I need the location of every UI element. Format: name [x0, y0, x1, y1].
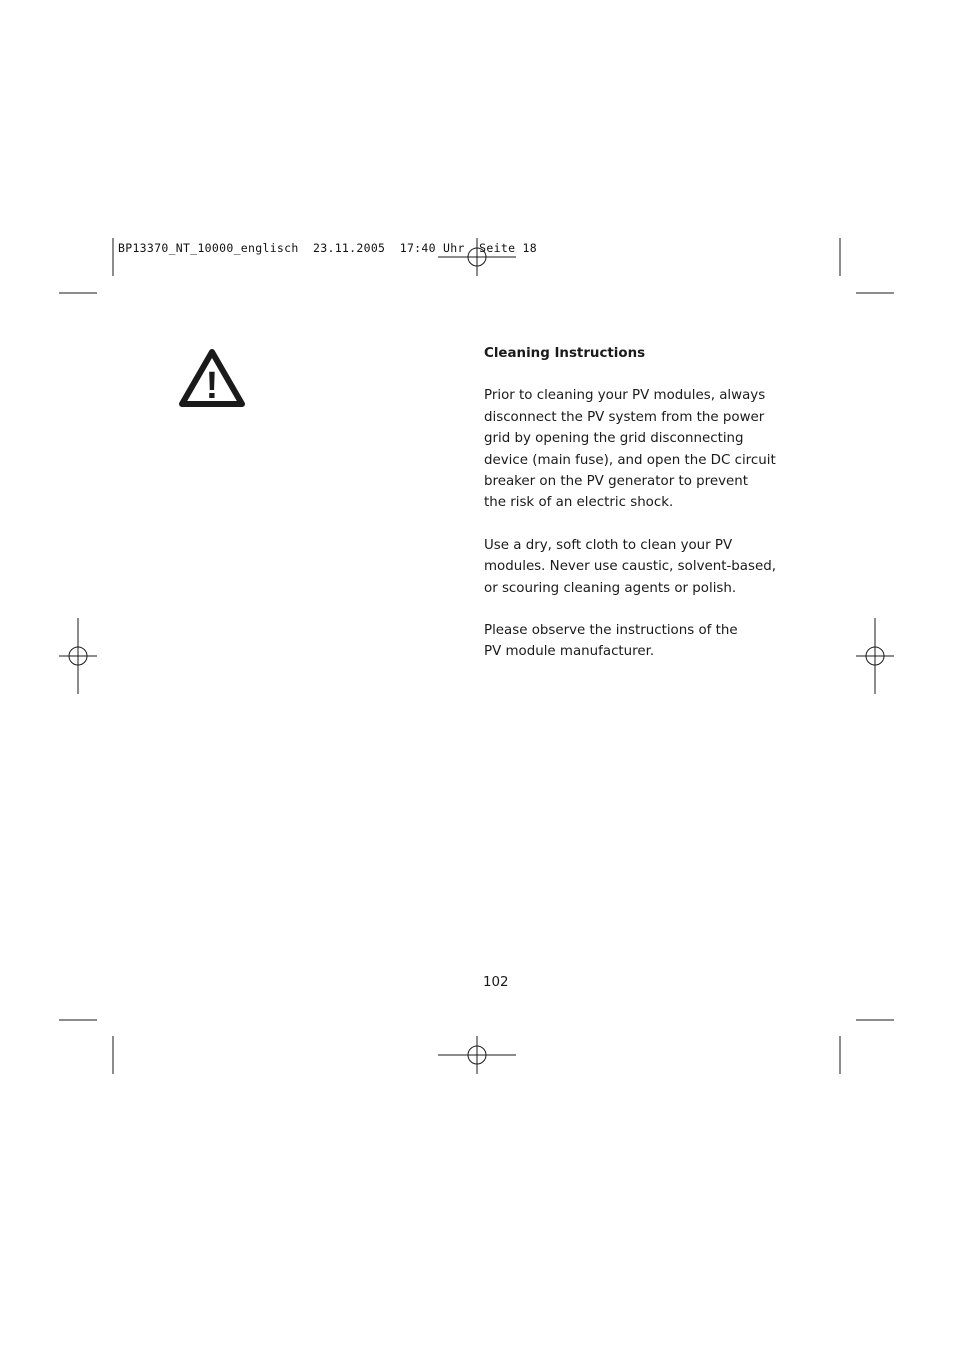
cleaning-instructions-section [484, 343, 784, 684]
paragraph-disconnect: Prior to cleaning your PV modules, always disconnect the PV system from the power grid by opening the grid disconnecting device (main fuse), and open the DC circuit breaker on the PV generator to prevent the risk of an electric shock. [484, 388, 776, 511]
print-slug: BP13370_NT_10000_englisch 23.11.2005 17:40 Uhr Seite 18 [118, 241, 537, 255]
warning-triangle-icon [176, 346, 248, 412]
section-title: Cleaning Instructions [484, 346, 646, 361]
warning-exclamation: ! [205, 365, 219, 407]
page-number: 102 [483, 975, 509, 990]
paragraph-cloth: Use a dry, soft cloth to clean your PV modules. Never use caustic, solvent-based, or scouring cleaning agents or polish. [484, 537, 776, 596]
paragraph-manufacturer: Please observe the instructions of the PV module manufacturer. [484, 623, 738, 660]
